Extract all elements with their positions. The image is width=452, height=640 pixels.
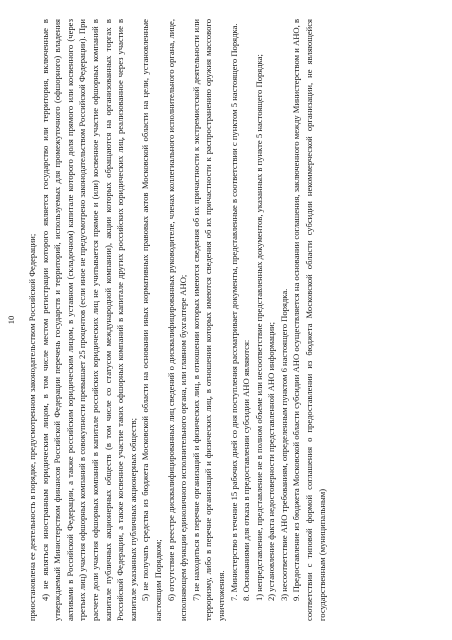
paragraph-clause-8-item-2: 2) установление факта недостоверности представленной АНО информации;: [266, 321, 277, 601]
paragraph-clause-8: 8. Основаниями для отказа в предоставлении субсидии АНО являются:: [241, 339, 252, 601]
paragraph-clause-8-item-3: 3) несоответствие АНО требованиям, определенным пунктом 6 настоящего Порядка.: [278, 288, 289, 601]
paragraph-continuation: приостановлена ее деятельность в порядке, предусмотренном законодательством Российской Федерации;: [27, 233, 37, 621]
paragraph-item-5: 5) не получать средства из бюджета Московской области на основании иных нормативных правовых актов Московской области на цели, установленные настоящим Порядком;: [140, 19, 163, 621]
document-body: [26, 19, 448, 621]
paragraph-clause-9: 9. Предоставление из бюджета Московской области субсидии АНО осуществляется на основании соглашения, заключенного между Министерством и АНО, в соответствии с типовой формой соглашения о предоставлении из бюджета Московской области субсидии некоммерческой организации, не являющейся государственным (муниципальным): [291, 19, 327, 621]
paragraph-item-4: 4) не являться иностранным юридическим лицом, в том числе местом регистрации которого является государство или территория, включенные в утверждаемый Министерством финансов Российской Федерации перечень государств и территорий, используемых для промежуточного (офшорного) владения активами в Российской Федерации, а также российским юридическим лицом, в уставном (складочном) капитале которого доля прямого или косвенного (через третьих лиц) участия офшорных компаний в совокупности превышает 25 процентов (если иное не предусмотрено законодательством Российской Федерации). При расчете доли участия офшорных компаний в капитале российских юридических лиц не учитывается прямое и (или) косвенное участие офшорных компаний в капитале публичных акционерных обществ (в том числе со статусом международной компании), акции которых обращаются на организованных торгах в Российской Федерации, а также косвенное участие таких офшорных компаний в капитале других российских юридических лиц, реализованное через участие в капитале указанных публичных акционерных обществ;: [39, 19, 138, 621]
paragraph-clause-8-item-1: 1) непредставление, представление не в полном объеме или несоответствие представленных документов, указанных в пункте 5 настоящего Порядка;: [253, 54, 264, 601]
paragraph-clause-7: 7. Министерство в течение 15 рабочих дней со дня поступления рассматривает документы, представленные в соответствии с пунктом 5 настоящего Порядка.: [228, 23, 239, 601]
rotated-page-content: [4, 19, 448, 621]
page-number: 10: [6, 315, 16, 325]
paragraph-item-7-subitem: 7) не находиться в перечне организаций и физических лиц, в отношении которых имеются сведения об их причастности к экстремистской деятельности или терроризму, либо в перечне организаций и физических лиц, в отношении которых имеются сведения об их причастности к распространению оружия массового уничтожения.: [190, 19, 226, 621]
paragraph-item-6: 6) отсутствие в реестре дисквалифицированных лиц сведений о дисквалифицированных руководителе, членах коллегиального исполнительного органа, лице, исполняющем функции единоличного исполнительного органа, или главном бухгалтере АНО;: [165, 19, 189, 621]
